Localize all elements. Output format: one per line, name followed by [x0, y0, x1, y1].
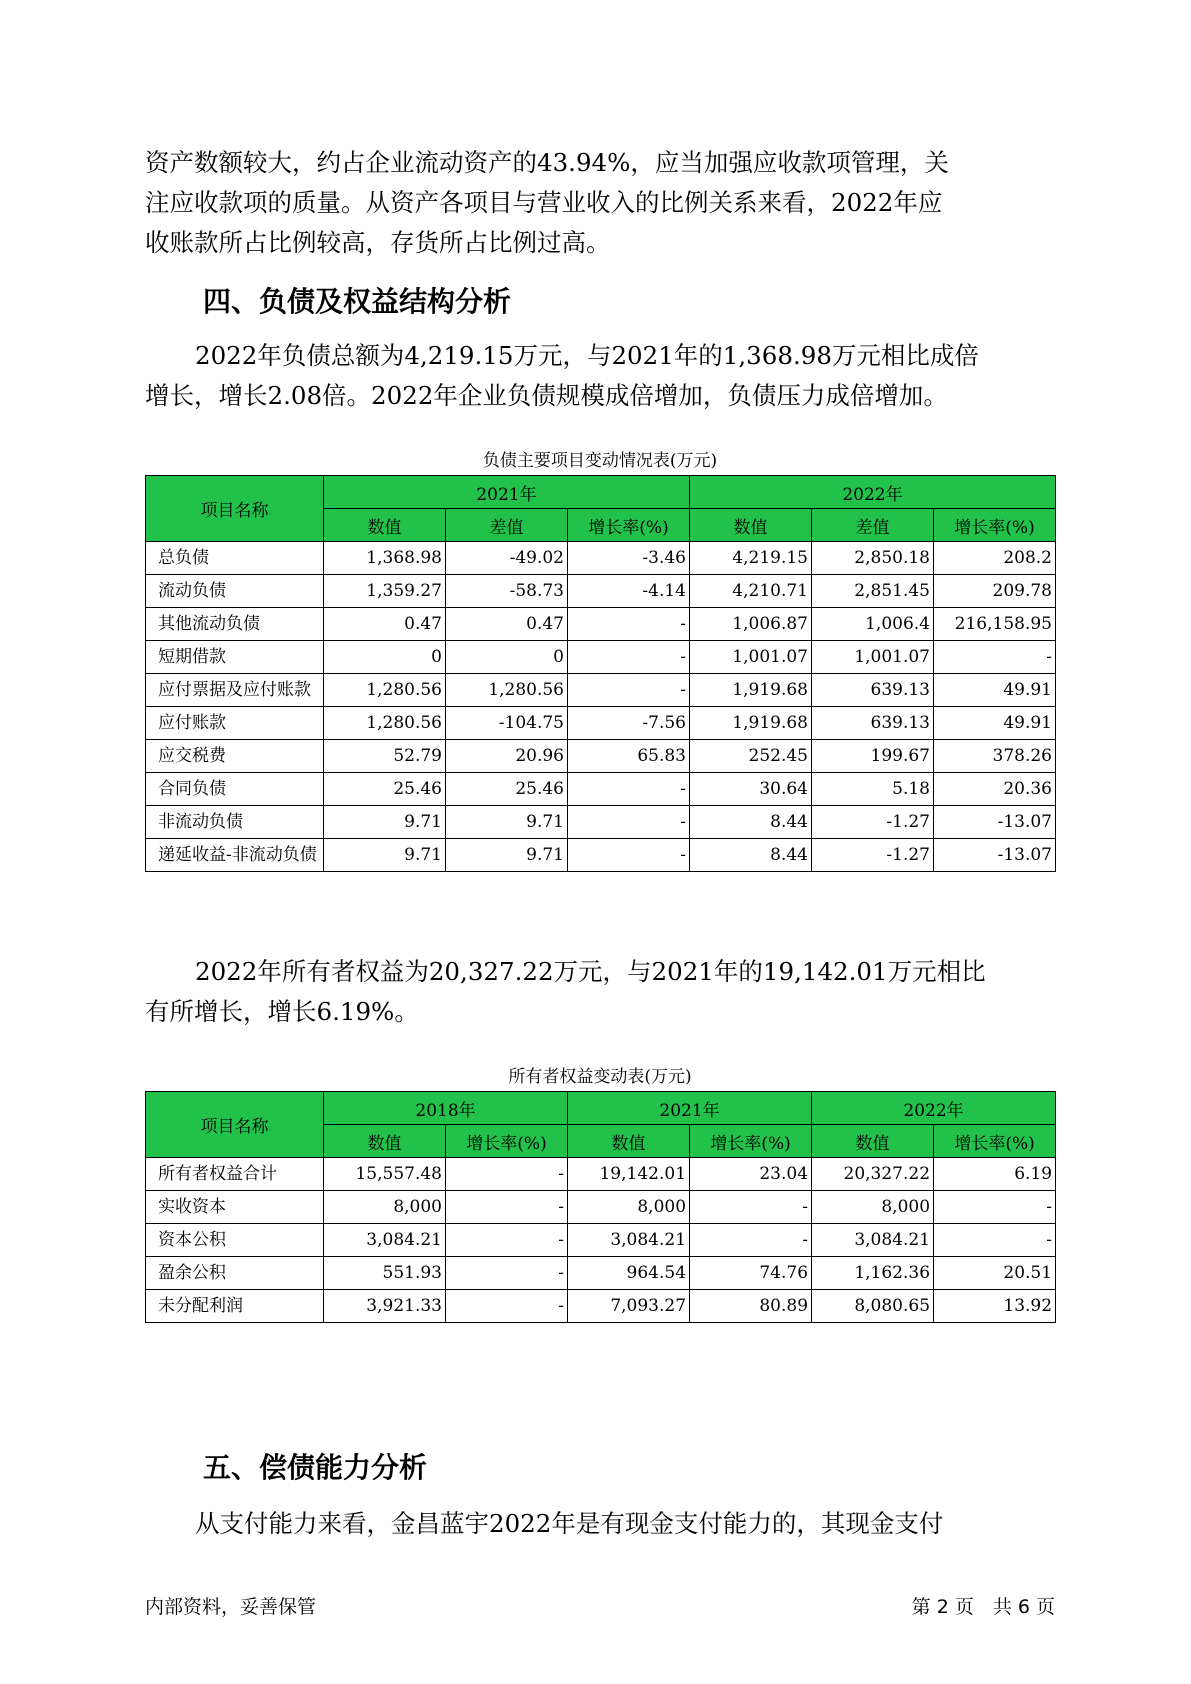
row-label: 盈余公积	[146, 1257, 324, 1290]
table-cell: -	[568, 608, 690, 641]
column-header: 增长率(%)	[934, 509, 1056, 542]
text-line: 注应收款项的质量。从资产各项目与营业收入的比例关系来看，2022年应	[145, 188, 943, 217]
table-row	[146, 641, 1056, 674]
table-cell: -	[446, 1257, 568, 1290]
table-cell: 5.18	[812, 773, 934, 806]
table-cell: 8.44	[690, 806, 812, 839]
column-header-year: 2021年	[324, 476, 690, 509]
paragraph-solvency	[145, 1504, 1040, 1544]
paragraph-receivables	[145, 143, 1040, 263]
text-line: 2022年所有者权益为20,327.22万元，与2021年的19,142.01万元相比	[195, 957, 986, 986]
table-cell: -	[690, 1191, 812, 1224]
table-cell: -	[568, 641, 690, 674]
liabilities-table	[145, 475, 1056, 872]
table-cell: 199.67	[812, 740, 934, 773]
row-label: 实收资本	[146, 1191, 324, 1224]
table-cell: -58.73	[446, 575, 568, 608]
table-cell: 639.13	[812, 707, 934, 740]
table-cell: 1,280.56	[324, 707, 446, 740]
table-cell: 209.78	[934, 575, 1056, 608]
table-cell: 20,327.22	[812, 1158, 934, 1191]
table-cell: 25.46	[324, 773, 446, 806]
table-cell: 252.45	[690, 740, 812, 773]
table-cell: 9.71	[324, 839, 446, 872]
row-label: 资本公积	[146, 1224, 324, 1257]
column-header: 数值	[812, 1125, 934, 1158]
table-cell: 9.71	[324, 806, 446, 839]
table-caption-liabilities: 负债主要项目变动情况表(万元)	[482, 451, 718, 471]
table-row	[146, 806, 1056, 839]
table-cell: -	[446, 1158, 568, 1191]
row-label: 流动负债	[146, 575, 324, 608]
column-header-year: 2018年	[324, 1092, 568, 1125]
table-cell: -49.02	[446, 542, 568, 575]
row-label: 应付账款	[146, 707, 324, 740]
footer-note: 内部资料，妥善保管	[145, 1596, 317, 1618]
table-cell: 0.47	[446, 608, 568, 641]
row-label: 总负债	[146, 542, 324, 575]
table-row	[146, 674, 1056, 707]
table-cell: 19,142.01	[568, 1158, 690, 1191]
table-cell: 0	[446, 641, 568, 674]
equity-table	[145, 1091, 1056, 1323]
table-cell: -	[568, 674, 690, 707]
table-cell: -	[446, 1191, 568, 1224]
table-row	[146, 707, 1056, 740]
table-cell: 9.71	[446, 839, 568, 872]
table-row	[146, 740, 1056, 773]
table-cell: 20.51	[934, 1257, 1056, 1290]
table-cell: -3.46	[568, 542, 690, 575]
row-label: 所有者权益合计	[146, 1158, 324, 1191]
column-header-item-name: 项目名称	[146, 1092, 324, 1158]
table-cell: 1,280.56	[446, 674, 568, 707]
text-line: 增长，增长2.08倍。2022年企业负债规模成倍增加，负债压力成倍增加。	[145, 381, 948, 410]
table-cell: 15,557.48	[324, 1158, 446, 1191]
table-cell: -7.56	[568, 707, 690, 740]
table-cell: 8.44	[690, 839, 812, 872]
table-cell: 551.93	[324, 1257, 446, 1290]
table-cell: 74.76	[690, 1257, 812, 1290]
table-cell: 1,280.56	[324, 674, 446, 707]
table-cell: 1,006.87	[690, 608, 812, 641]
text-line: 2022年负债总额为4,219.15万元，与2021年的1,368.98万元相比成倍	[195, 341, 979, 370]
section-heading-liabilities: 四、负债及权益结构分析	[203, 285, 512, 318]
table-cell: -	[690, 1224, 812, 1257]
text-line: 收账款所占比例较高，存货所占比例过高。	[145, 228, 611, 257]
table-cell: -13.07	[934, 839, 1056, 872]
column-header: 数值	[568, 1125, 690, 1158]
table-cell: 23.04	[690, 1158, 812, 1191]
row-label: 短期借款	[146, 641, 324, 674]
section-heading-solvency: 五、偿债能力分析	[203, 1451, 428, 1484]
table-cell: 9.71	[446, 806, 568, 839]
table-row	[146, 1158, 1056, 1191]
table-cell: -1.27	[812, 806, 934, 839]
table-cell: 3,084.21	[324, 1224, 446, 1257]
table-cell: 1,001.07	[690, 641, 812, 674]
table-cell: 1,006.4	[812, 608, 934, 641]
table-row	[146, 839, 1056, 872]
table-cell: 65.83	[568, 740, 690, 773]
table-cell: 6.19	[934, 1158, 1056, 1191]
table-cell: 8,000	[812, 1191, 934, 1224]
text-line: 有所增长，增长6.19%。	[145, 997, 419, 1026]
table-cell: 1,919.68	[690, 674, 812, 707]
row-label: 非流动负债	[146, 806, 324, 839]
row-label: 未分配利润	[146, 1290, 324, 1323]
table-cell: 216,158.95	[934, 608, 1056, 641]
table-cell: 3,084.21	[812, 1224, 934, 1257]
column-header: 增长率(%)	[568, 509, 690, 542]
table-cell: 1,162.36	[812, 1257, 934, 1290]
table-cell: 639.13	[812, 674, 934, 707]
column-header-year: 2021年	[568, 1092, 812, 1125]
column-header: 增长率(%)	[446, 1125, 568, 1158]
table-cell: 30.64	[690, 773, 812, 806]
table-cell: 1,919.68	[690, 707, 812, 740]
row-label: 应付票据及应付账款	[146, 674, 324, 707]
table-cell: -	[446, 1290, 568, 1323]
table-cell: 13.92	[934, 1290, 1056, 1323]
table-caption-equity: 所有者权益变动表(万元)	[508, 1067, 692, 1087]
row-label: 递延收益-非流动负债	[146, 839, 324, 872]
table-cell: 4,210.71	[690, 575, 812, 608]
table-row	[146, 542, 1056, 575]
table-cell: 4,219.15	[690, 542, 812, 575]
table-cell: -	[934, 641, 1056, 674]
table-cell: -4.14	[568, 575, 690, 608]
paragraph-equity	[145, 952, 1040, 1032]
table-cell: 0	[324, 641, 446, 674]
table-row	[146, 608, 1056, 641]
page-number: 第 2 页 共 6 页	[911, 1596, 1055, 1618]
table-cell: -	[568, 839, 690, 872]
column-header: 差值	[812, 509, 934, 542]
table-row	[146, 1257, 1056, 1290]
table-cell: -1.27	[812, 839, 934, 872]
column-header-year: 2022年	[812, 1092, 1056, 1125]
table-cell: 0.47	[324, 608, 446, 641]
table-cell: 208.2	[934, 542, 1056, 575]
table-cell: 7,093.27	[568, 1290, 690, 1323]
column-header-year: 2022年	[690, 476, 1056, 509]
table-cell: 52.79	[324, 740, 446, 773]
text-line: 从支付能力来看，金昌蓝宇2022年是有现金支付能力的，其现金支付	[195, 1509, 944, 1538]
table-cell: 1,001.07	[812, 641, 934, 674]
table-cell: 80.89	[690, 1290, 812, 1323]
table-cell: 2,850.18	[812, 542, 934, 575]
table-cell: 8,000	[568, 1191, 690, 1224]
equity-table-body	[146, 1158, 1056, 1323]
column-header: 差值	[446, 509, 568, 542]
table-cell: -13.07	[934, 806, 1056, 839]
table-cell: 3,084.21	[568, 1224, 690, 1257]
table-cell: 3,921.33	[324, 1290, 446, 1323]
column-header: 数值	[324, 509, 446, 542]
table-cell: 964.54	[568, 1257, 690, 1290]
table-cell: 1,368.98	[324, 542, 446, 575]
table-row	[146, 1290, 1056, 1323]
text-line: 资产数额较大，约占企业流动资产的43.94%，应当加强应收款项管理，关	[145, 148, 949, 177]
table-row	[146, 773, 1056, 806]
column-header: 数值	[324, 1125, 446, 1158]
table-row	[146, 1191, 1056, 1224]
table-cell: 20.96	[446, 740, 568, 773]
table-row	[146, 575, 1056, 608]
paragraph-liabilities	[145, 336, 1040, 416]
row-label: 其他流动负债	[146, 608, 324, 641]
table-row	[146, 1224, 1056, 1257]
column-header-item-name: 项目名称	[146, 476, 324, 542]
table-cell: 49.91	[934, 674, 1056, 707]
table-cell: -	[568, 773, 690, 806]
table-cell: 20.36	[934, 773, 1056, 806]
table-cell: 378.26	[934, 740, 1056, 773]
table-cell: 8,000	[324, 1191, 446, 1224]
table-cell: -	[934, 1224, 1056, 1257]
table-cell: 49.91	[934, 707, 1056, 740]
table-cell: -	[568, 806, 690, 839]
table-cell: -	[934, 1191, 1056, 1224]
column-header: 增长率(%)	[934, 1125, 1056, 1158]
table-cell: -104.75	[446, 707, 568, 740]
liabilities-table-body	[146, 542, 1056, 872]
row-label: 应交税费	[146, 740, 324, 773]
table-cell: 8,080.65	[812, 1290, 934, 1323]
table-cell: -	[446, 1224, 568, 1257]
row-label: 合同负债	[146, 773, 324, 806]
table-cell: 2,851.45	[812, 575, 934, 608]
column-header: 数值	[690, 509, 812, 542]
table-cell: 1,359.27	[324, 575, 446, 608]
table-cell: 25.46	[446, 773, 568, 806]
column-header: 增长率(%)	[690, 1125, 812, 1158]
